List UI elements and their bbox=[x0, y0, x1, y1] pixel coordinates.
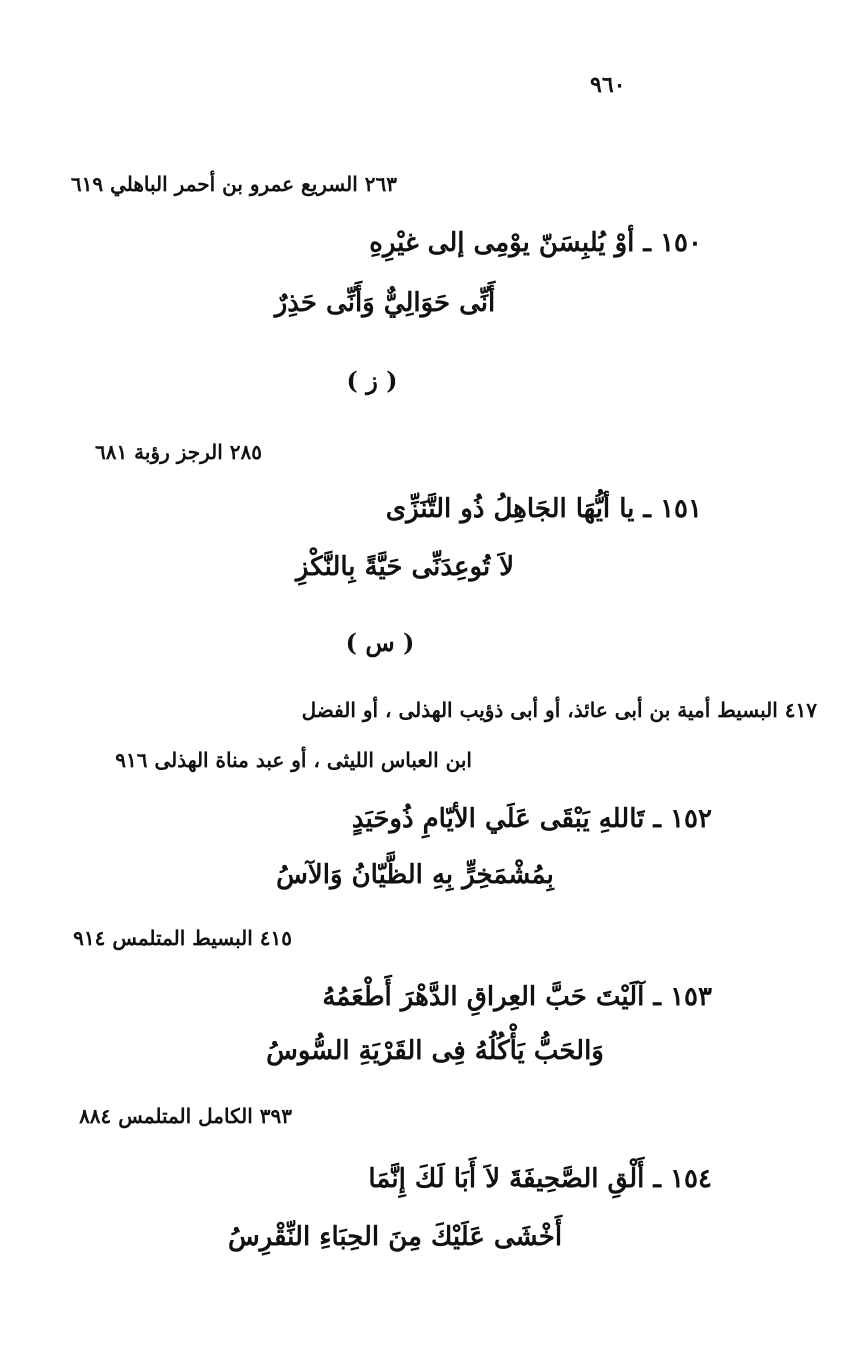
verse-line-first: ١٥٢ ـ تَاللهِ يَبْقَى عَلَي الأيّامِ ذُوحَيَدٍ bbox=[351, 804, 712, 834]
verse-line-second: أَخْشَى عَلَيْكَ مِنَ الحِبَاءِ النِّقْرِسُ bbox=[227, 1222, 563, 1252]
verse-line-first: ١٥٠ ـ أوْ يُلبِسَنّ يوْمِى إلى غيْرِهِ bbox=[369, 228, 702, 258]
verse-line-first: ١٥٤ ـ أَلْقِ الصَّحِيفَةَ لاَ أَبَا لَكَ إِنَّمَا bbox=[368, 1164, 712, 1194]
verse-line-second: أَنِّى حَوَالِيٌّ وَأَنِّى حَذِرٌ bbox=[274, 288, 496, 318]
page-number: ٩٦٠ bbox=[590, 72, 626, 98]
section-letter: ( س ) bbox=[345, 628, 415, 657]
entry-meta-continued: ابن العباس الليثى ، أو عبد مناة الهذلى ٩١٦ bbox=[115, 748, 472, 772]
entry-meta: ٣٩٣ الكامل المتلمس ٨٨٤ bbox=[79, 1104, 292, 1128]
entry-meta: ٤١٧ البسيط أمية بن أبى عائذ، أو أبى ذؤيب الهذلى ، أو الفضل bbox=[301, 698, 817, 722]
verse-line-first: ١٥١ ـ يا أيُّهَا الجَاهِلُ ذُو التَّنَزِّى bbox=[385, 494, 702, 524]
section-letter: ( ز ) bbox=[346, 366, 398, 395]
verse-line-second: وَالحَبُّ يَأْكُلُهُ فِى القَرْيَةِ السُّوسُ bbox=[266, 1036, 604, 1066]
verse-line-second: بِمُشْمَخِرٍّ بِهِ الظَّيّانُ وَالآسُ bbox=[276, 860, 554, 890]
verse-line-second: لاَ تُوعِدَنِّى حَيَّةً بِالنَّكْزِ bbox=[295, 552, 515, 582]
entry-meta: ٢٦٣ السريع عمرو بن أحمر الباهلي ٦١٩ bbox=[70, 172, 397, 196]
verse-line-first: ١٥٣ ـ آلَيْتَ حَبَّ العِراقِ الدَّهْرَ أَطْعَمُهُ bbox=[322, 982, 712, 1012]
entry-meta: ٤١٥ البسيط المتلمس ٩١٤ bbox=[73, 926, 292, 950]
entry-meta: ٢٨٥ الرجز رؤبة ٦٨١ bbox=[94, 440, 262, 464]
